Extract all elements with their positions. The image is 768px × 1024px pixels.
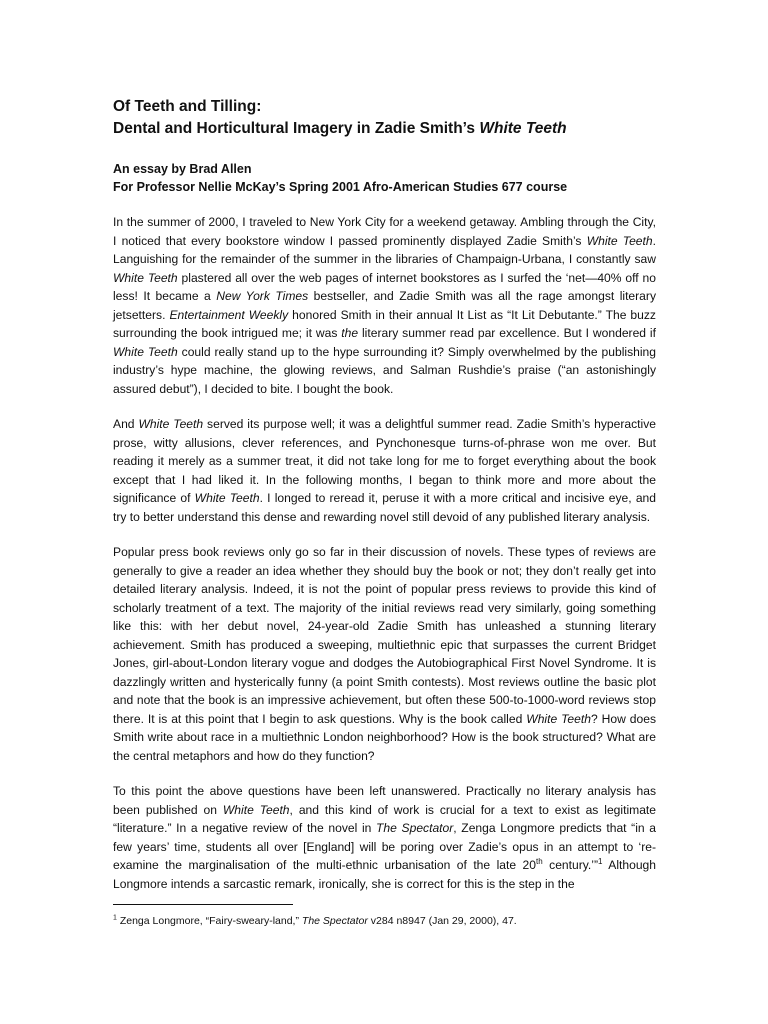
title-line-2 [113,118,656,140]
paragraph-4: To this point the above questions have been left unanswered. Practically no literary analysis has been published on White Teeth, and this kind of work is crucial for a text to exist as legitimate “literature.” In a negative review of the novel in The Spectator, Zenga Longmore predicts that “in a few years’ time, students all over [England] will be poring over Zadie’s opus in an attempt to ‘re-examine the marginalisation of the multi-ethnic urbanisation of the late 20th century.’”$^1$ Although Longmore intends a sarcastic remark, ironically, she is correct for this is the step in the [113,784,657,891]
footnote-mark: 1 [113,914,117,922]
author-line: An essay by Brad Allen [113,162,252,176]
essay-title [113,96,656,140]
footnote-divider [113,904,293,905]
document-page [113,96,656,893]
footnote: $^1$ Zenga Longmore, “Fairy-sweary-land,” The Spectator v284 n8947 (Jan 29, 2000), 47. [113,914,517,927]
paragraph-2: And White Teeth served its purpose well; it was a delightful summer read. Zadie Smith’s hyperactive prose, witty allusions, clever references, and Pynchonesque turns-of-phrase won me over. But reading it merely as a summer treat, it did not take long for me to forget everything about the book except that I had liked it. In the following months, I began to think more and more about the significance of White Teeth. I longed to reread it, peruse it with a more critical and incisive eye, and try to better understand this dense and rewarding novel still devoid of any published literary analysis. [113,417,656,524]
paragraph-1: In the summer of 2000, I traveled to New York City for a weekend getaway. Ambling through the City, I noticed that every bookstore window I passed prominently displayed Zadie Smith’s White Teeth. Languishing for the remainder of the summer in the libraries of Champaign-Urbana, I constantly saw White Teeth plastered all over the web pages of internet bookstores as I surfed the ‘net—40% off no less! It became a New York Times bestseller, and Zadie Smith was all the rage amongst literary jetsetters. Entertainment Weekly honored Smith in their annual It List as “It Lit Debutante.” The buzz surrounding the book intrigued me; it was the literary summer read par excellence. But I wondered if White Teeth could really stand up to the hype surrounding it? Simply overwhelmed by the publishing industry’s hype machine, the glowing reviews, and Salman Rushdie’s praise (“an astonishingly assured debut”), I decided to bite. I bought the book. [113,215,657,396]
byline [113,160,656,196]
course-line: For Professor Nellie McKay’s Spring 2001 Afro-American Studies 677 course [113,180,568,194]
paragraph-3: Popular press book reviews only go so far in their discussion of novels. These types of reviews are generally to give a reader an idea whether they should buy the book or not; they don’t really get into detailed literary analysis. Indeed, it is not the point of popular press reviews to provide this kind of scholarly treatment of a text. The majority of the initial reviews read very similarly, going something like this: with her debut novel, 24-year-old Zadie Smith has unleashed a stunning literary achievement. Smith has produced a sweeping, multiethnic epic that surpasses the current Bridget Jones, girl-about-London literary vogue and dodges the Autobiographical First Novel Syndrome. It is dazzlingly written and hysterically funny (a point Smith contests). Most reviews outline the basic plot and note that the book is an impressive achievement, but often these 500-to-1000-word reviews stop there. It is at this point that I begin to ask questions. Why is the book called White Teeth? How does Smith write about race in a multiethnic London neighborhood? How is the book structured? What are the central metaphors and how do they function? [113,545,656,763]
title-line-1: Of Teeth and Tilling: [113,98,262,115]
title-italic-book: White Teeth [479,120,567,137]
title-line-2-text: Dental and Horticultural Imagery in Zadie Smith’s [113,120,480,137]
footnote-reference[interactable]: 1 [598,856,603,866]
